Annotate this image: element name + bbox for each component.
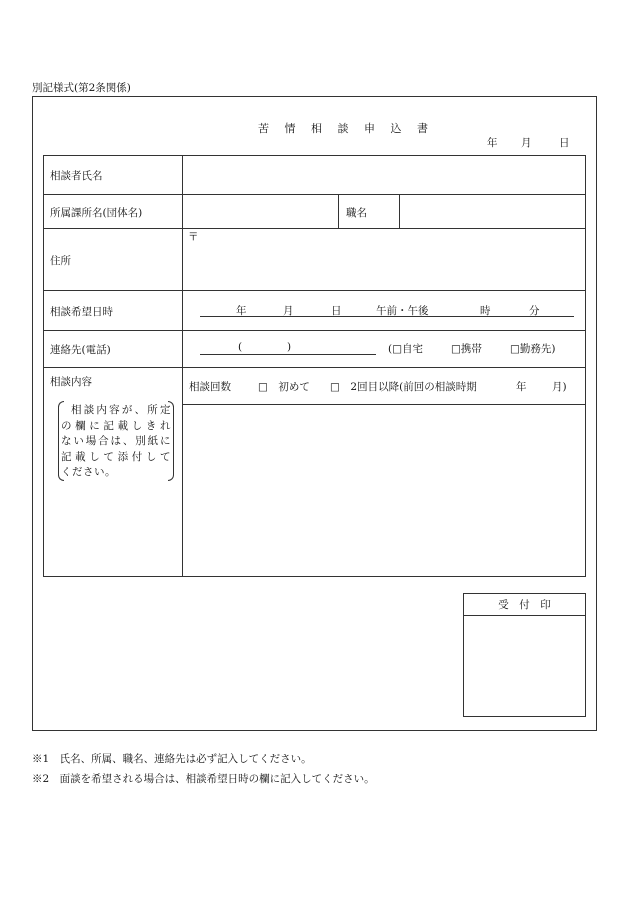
content-note xyxy=(58,399,174,483)
form-header-label: 別記様式(第2条関係) xyxy=(32,82,131,94)
datetime-day: 日 xyxy=(331,305,342,317)
note-line: の欄に記載しきれ xyxy=(61,419,171,432)
date-day: 日 xyxy=(559,137,570,149)
date-month: 月 xyxy=(521,137,532,149)
first-time-checkbox[interactable]: □ 初めて xyxy=(258,381,310,393)
datetime-hour: 時 xyxy=(480,305,491,317)
contact-label: 連絡先(電話) xyxy=(50,344,111,356)
note-line: 相談内容が、所定 xyxy=(71,404,171,416)
phone-paren-open: ( xyxy=(238,341,243,353)
datetime-label: 相談希望日時 xyxy=(50,306,113,318)
date-year: 年 xyxy=(487,137,498,149)
contact-option-mobile[interactable]: □携帯 xyxy=(451,343,482,355)
label-column-divider xyxy=(182,155,183,577)
phone-underline xyxy=(200,354,376,355)
affiliation-field[interactable] xyxy=(184,196,336,226)
datetime-ampm[interactable]: 午前・午後 xyxy=(376,305,429,317)
address-label: 住所 xyxy=(50,255,71,267)
name-field[interactable] xyxy=(184,157,584,192)
name-label: 相談者氏名 xyxy=(50,170,103,182)
note-line: 記載して添付して xyxy=(61,450,171,463)
contact-option-home[interactable]: (□自宅 xyxy=(388,343,424,355)
phone-paren-close: ) xyxy=(287,341,292,353)
datetime-year: 年 xyxy=(236,305,247,317)
affiliation-label: 所属課所名(団体名) xyxy=(50,207,143,219)
previous-month: 月) xyxy=(552,381,567,393)
postal-mark: 〒 xyxy=(188,231,199,243)
form-title: 苦 情 相 談 申 込 書 xyxy=(258,122,434,135)
content-label: 相談内容 xyxy=(50,376,92,388)
note-line: ください。 xyxy=(61,466,116,478)
reception-stamp-label: 受 付 印 xyxy=(498,599,551,611)
datetime-minute: 分 xyxy=(529,305,540,317)
footnote-1: ※1 氏名、所属、職名、連絡先は必ず記入してください。 xyxy=(32,753,312,765)
position-label: 職名 xyxy=(346,207,367,219)
address-field[interactable] xyxy=(200,231,584,288)
consult-count-label: 相談回数 xyxy=(189,381,231,393)
note-line: ない場合は、別紙に xyxy=(61,435,171,447)
content-field[interactable] xyxy=(184,406,584,575)
datetime-month: 月 xyxy=(283,305,294,317)
previous-year: 年 xyxy=(516,381,527,393)
footnote-2: ※2 面談を希望される場合は、相談希望日時の欄に記入してください。 xyxy=(32,773,375,785)
second-time-checkbox[interactable]: □ 2回目以降(前回の相談時期 xyxy=(330,381,477,393)
position-field[interactable] xyxy=(401,196,584,226)
contact-option-work[interactable]: □勤務先) xyxy=(510,343,556,355)
